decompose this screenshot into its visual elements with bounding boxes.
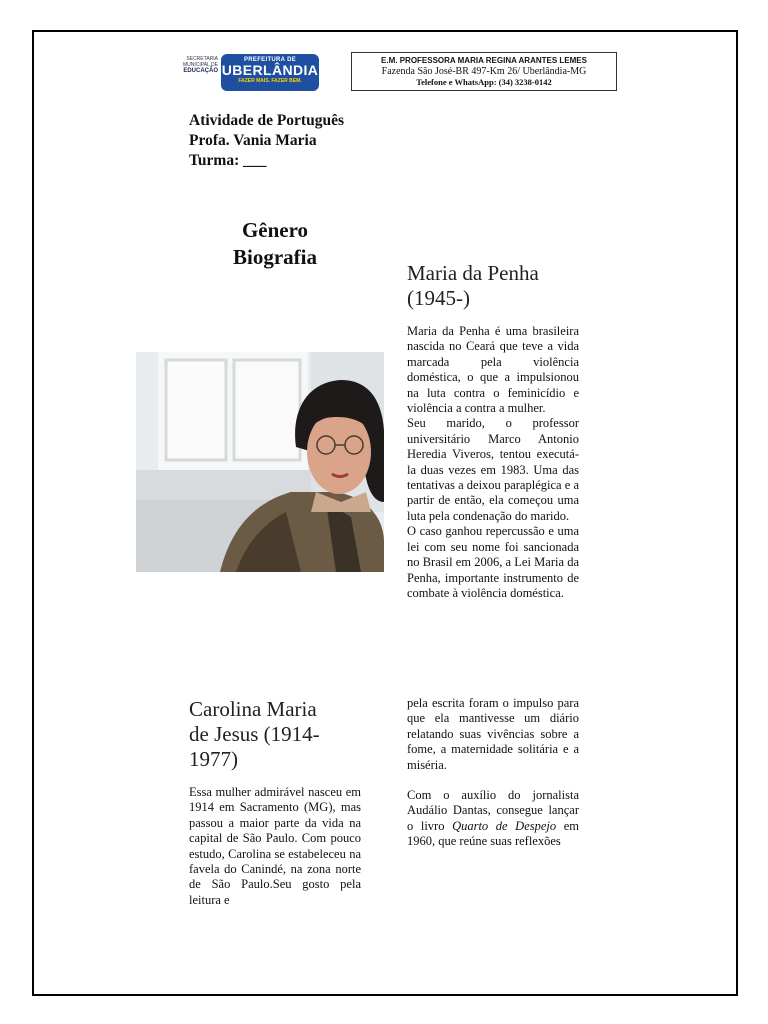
carolina-biography-left — [189, 785, 361, 908]
logo-small-line: EDUCAÇÃO — [183, 68, 218, 74]
carolina-paragraph-2-start: Com o auxílio do jornalista Audálio Dantas, consegue lançar o livro — [407, 788, 579, 833]
school-name: E.M. PROFESSORA MARIA REGINA ARANTES LEMES — [381, 56, 587, 65]
carolina-paragraph: Essa mulher admirável nasceu em 1914 em Sacramento (MG), mas passou a maior parte da vida na capital de São Paulo. Com pouco estudo, Carolina se estabeleceu na favela do Canindé, na zona norte de São Paulo.Seu gosto pela leitura e — [189, 785, 361, 907]
maria-da-penha-photo — [136, 352, 384, 572]
logo-small-line: SECRETARIA — [186, 56, 218, 62]
penha-title-line2: (1945-) — [407, 286, 470, 310]
carolina-biography-right — [407, 696, 579, 850]
penha-paragraph: Seu marido, o professor universitário Marco Antonio Heredia Viveros, tentou executá-la duas vezes em 1983. Uma das tentativas a deixou paraplégica e a partir de então, ela começou uma luta pela condenação do marido. — [407, 416, 579, 523]
school-phone: Telefone e WhatsApp: (34) 3238-0142 — [416, 77, 552, 87]
school-info-box — [351, 52, 617, 91]
carolina-paragraph-2 — [407, 788, 579, 850]
logo-prefeitura: PREFEITURA DE — [243, 57, 296, 63]
penha-paragraph: Maria da Penha é uma brasileira nascida no Ceará que teve a vida marcada pela violência doméstica, o que a impulsionou na luta contra o feminicídio e violência a contra a mulher. — [407, 324, 579, 416]
carolina-paragraph-2-end: em 1960, que reúne suas reflexões — [407, 818, 580, 849]
activity-header — [189, 111, 379, 171]
penha-paragraph: O caso ganhou repercussão e uma lei com seu nome foi sancionada no Brasil em 2006, a Lei Maria da Penha, importante instrumento de combate à violência doméstica. — [407, 524, 579, 600]
school-address: Fazenda São José-BR 497-Km 26/ Uberlândia-MG — [381, 66, 587, 77]
logo-city: UBERLÂNDIA — [221, 62, 319, 78]
uberlandia-logo — [221, 54, 319, 91]
penha-title-line1: Maria da Penha — [407, 261, 539, 285]
carolina-paragraph: pela escrita foram o impulso para que ela mantivesse um diário relatando suas vivências sobre a fome, a maternidade solitária e a miséria. — [407, 696, 579, 772]
genre-title — [205, 217, 345, 271]
genre-line1: Gênero — [241, 218, 309, 242]
class-field: Turma: ___ — [189, 152, 267, 169]
carolina-title-line1: Carolina Maria — [189, 697, 317, 721]
teacher-name: Profa. Vania Maria — [189, 132, 317, 149]
carolina-title-line3: 1977) — [189, 747, 238, 771]
genre-line2: Biografia — [233, 245, 317, 269]
education-secretariat-logo — [178, 56, 218, 74]
penha-title — [407, 261, 587, 311]
book-title: Quarto de Despejo — [452, 818, 557, 833]
logo-small-line: MUNICIPAL DE — [182, 62, 218, 68]
logo-slogan: FAZER MAIS. FAZER BEM. — [238, 78, 302, 84]
carolina-title — [189, 697, 359, 772]
activity-title: Atividade de Português — [189, 112, 344, 129]
penha-biography — [407, 324, 579, 601]
carolina-title-line2: de Jesus (1914- — [189, 722, 320, 746]
